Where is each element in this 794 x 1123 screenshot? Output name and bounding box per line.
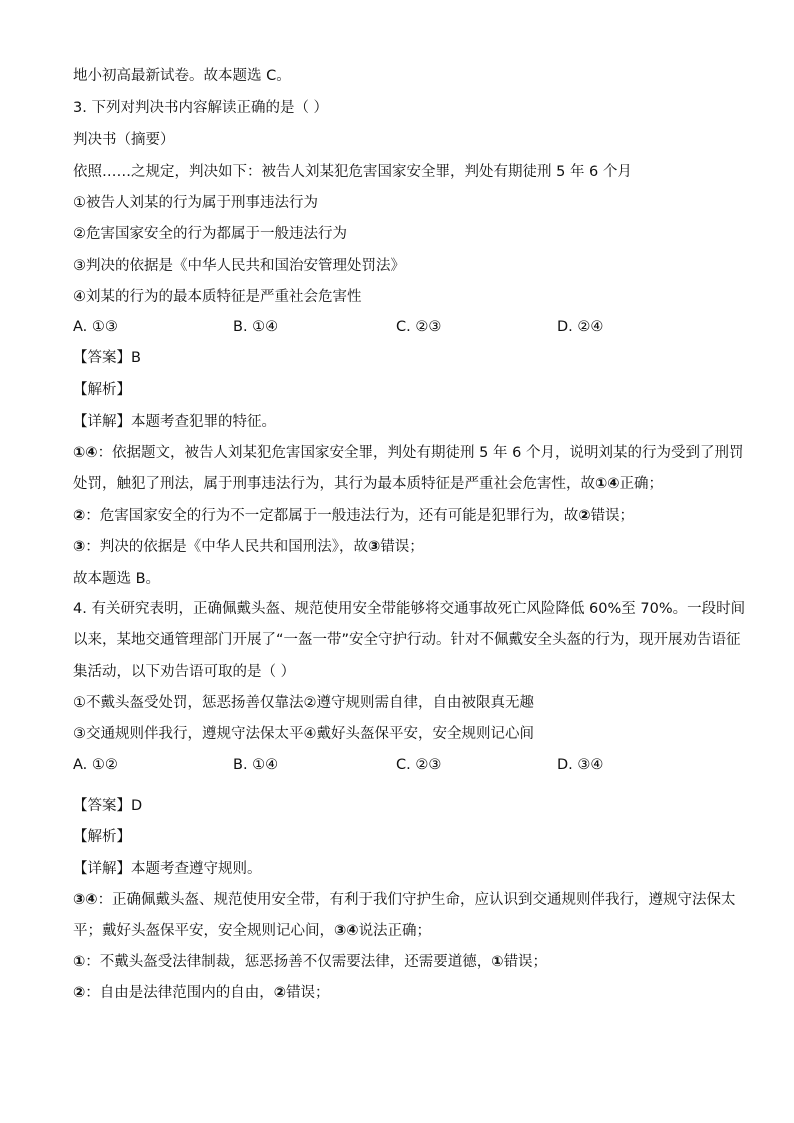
explanation-text: ：危害国家安全的行为不一定都属于一般违法行为，还有可能是犯罪行为，故 bbox=[85, 508, 579, 524]
explanation-line bbox=[73, 537, 734, 557]
statement-marker: ③④ bbox=[73, 892, 98, 908]
statement-marker: ② bbox=[578, 508, 591, 524]
explanation-text: ：依据题文，被告人刘某犯危害国家安全罪，判处有期徒刑 5 年 6 个月，说明刘某的行为受到了刑罚 bbox=[97, 445, 744, 461]
detail-line: 【详解】本题考查遵守规则。 bbox=[73, 861, 262, 877]
explanation-text: ：自由是法律范围内的自由， bbox=[85, 985, 274, 1001]
explanation-text: 错误； bbox=[380, 539, 424, 555]
explanation-line bbox=[73, 443, 744, 463]
explanation-text: 正确； bbox=[619, 476, 664, 492]
statement-2: ②危害国家安全的行为都属于一般违法行为 bbox=[73, 226, 347, 242]
answer-label: 【答案】D bbox=[73, 798, 143, 814]
statement-marker: ③ bbox=[368, 539, 381, 555]
question-4-stem: 4. 有关研究表明，正确佩戴头盔、规范使用安全带能够将交通事故死亡风险降低 60%至 70%。一段时间 bbox=[73, 601, 746, 617]
option-b: B. ①④ bbox=[233, 757, 279, 773]
explanation-line bbox=[73, 506, 734, 526]
option-b: B. ①④ bbox=[233, 319, 279, 335]
question-4-stem: 集活动，以下劝告语可取的是（ ） bbox=[73, 664, 296, 680]
statement-4: ④刘某的行为的最本质特征是严重社会危害性 bbox=[73, 289, 362, 305]
option-c: C. ②③ bbox=[396, 757, 442, 773]
explanation-line bbox=[73, 474, 734, 494]
judgment-title: 判决书（摘要） bbox=[73, 132, 175, 148]
slogans-1-2: ①不戴头盔受处罚，惩恶扬善仅靠法②遵守规则需自律，自由被限真无趣 bbox=[73, 695, 534, 711]
question-4-stem: 以来，某地交通管理部门开展了“一盔一带”安全守护行动。针对不佩戴安全头盔的行为，现开展劝告语征 bbox=[73, 632, 741, 648]
statement-1: ①被告人刘某的行为属于刑事违法行为 bbox=[73, 195, 318, 211]
text-line: 地小初高最新试卷。故本题选 C。 bbox=[73, 68, 291, 84]
explanation-text: ：不戴头盔受法律制裁，惩恶扬善不仅需要法律，还需要道德， bbox=[85, 954, 492, 970]
statement-marker: ② bbox=[73, 508, 86, 524]
statement-marker: ③④ bbox=[334, 923, 359, 939]
detail-line: 【详解】本题考查犯罪的特征。 bbox=[73, 414, 276, 430]
explanation-line bbox=[73, 952, 734, 972]
conclusion-line: 故本题选 B。 bbox=[73, 571, 161, 587]
question-3-stem: 3. 下列对判决书内容解读正确的是（ ） bbox=[73, 100, 329, 116]
option-a: A. ①③ bbox=[73, 319, 118, 335]
answer-label: 【答案】B bbox=[73, 350, 141, 366]
option-a: A. ①② bbox=[73, 757, 118, 773]
analysis-label: 【解析】 bbox=[73, 382, 131, 398]
explanation-text: 错误； bbox=[590, 508, 635, 524]
statement-marker: ① bbox=[491, 954, 504, 970]
option-d: D. ②④ bbox=[557, 319, 604, 335]
statement-marker: ② bbox=[273, 985, 287, 1001]
statement-marker: ③ bbox=[73, 539, 86, 555]
explanation-text: ：正确佩戴头盔、规范使用安全带，有利于我们守护生命，应认识到交通规则伴我行，遵规守法保太 bbox=[97, 892, 736, 908]
statement-3: ③判决的依据是《中华人民共和国治安管理处罚法》 bbox=[73, 258, 405, 274]
option-d: D. ③④ bbox=[557, 757, 604, 773]
option-c: C. ②③ bbox=[396, 319, 442, 335]
explanation-text: ：判决的依据是《中华人民共和国刑法》，故 bbox=[85, 539, 369, 555]
explanation-line bbox=[73, 921, 734, 941]
statement-marker: ①④ bbox=[595, 476, 620, 492]
explanation-text: 处罚，触犯了刑法，属于刑事违法行为，其行为最本质特征是严重社会危害性，故 bbox=[73, 476, 595, 492]
explanation-text: 平；戴好头盔保平安，安全规则记心间， bbox=[73, 923, 334, 939]
judgment-body: 依照……之规定，判决如下：被告人刘某犯危害国家安全罪，判处有期徒刑 5 年 6 个月 bbox=[73, 164, 632, 180]
statement-marker: ① bbox=[73, 954, 86, 970]
statement-marker: ①④ bbox=[73, 445, 98, 461]
statement-marker: ② bbox=[73, 985, 86, 1001]
explanation-line bbox=[73, 983, 734, 1003]
explanation-line bbox=[73, 890, 734, 910]
explanation-text: 说法正确； bbox=[358, 923, 432, 939]
explanation-text: 错误； bbox=[286, 985, 330, 1001]
explanation-text: 错误； bbox=[503, 954, 548, 970]
analysis-label: 【解析】 bbox=[73, 829, 131, 845]
slogans-3-4: ③交通规则伴我行，遵规守法保太平④戴好头盔保平安，安全规则记心间 bbox=[73, 726, 534, 742]
